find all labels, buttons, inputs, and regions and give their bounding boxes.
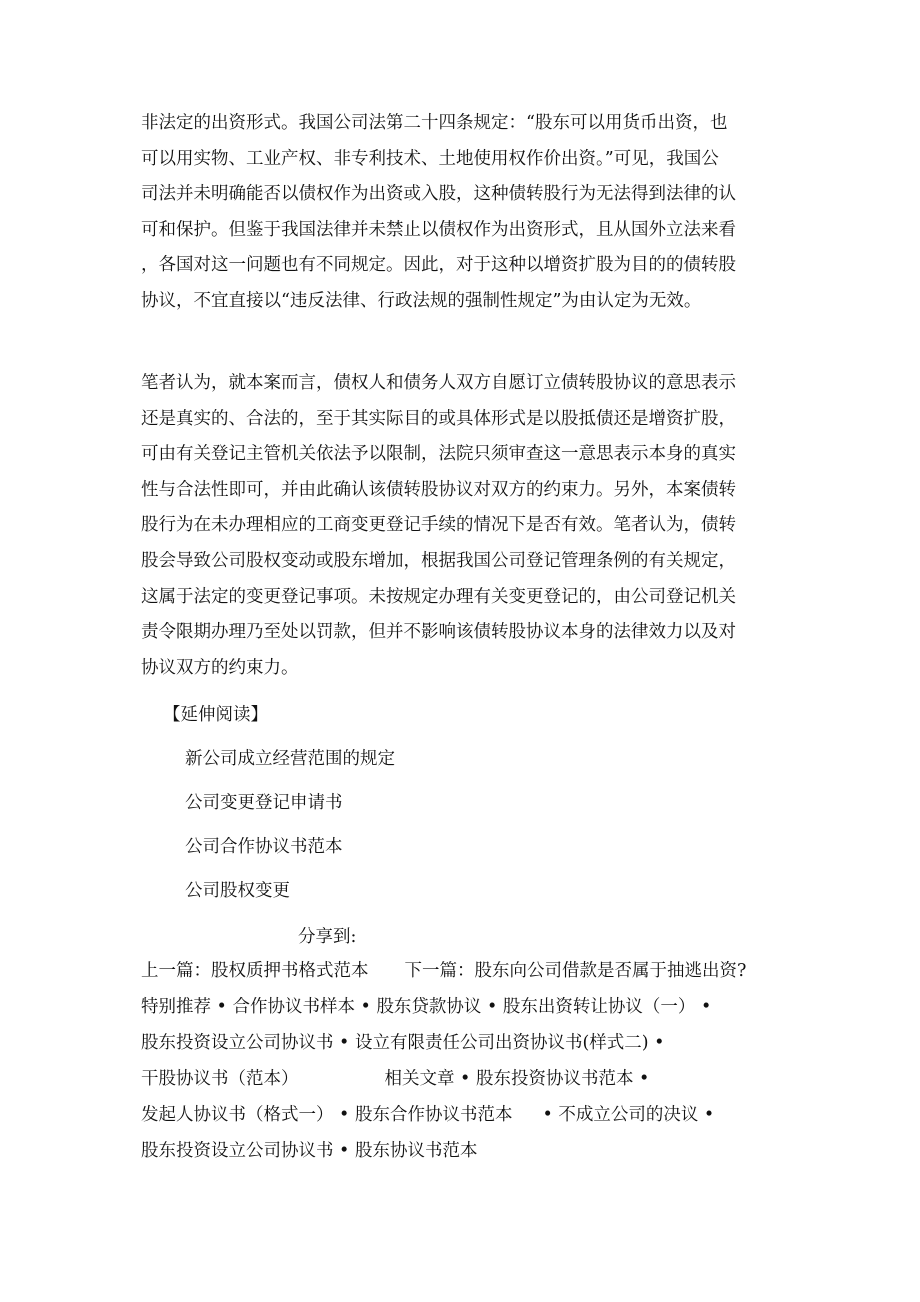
extended-reading-link[interactable]: 新公司成立经营范围的规定: [185, 749, 395, 769]
related-link[interactable]: 股东协议书范本: [354, 1141, 478, 1161]
paragraph-1: [141, 106, 791, 320]
text-line: 司法并未明确能否以债权作为出资或入股，这种债转股行为无法得到法律的认: [141, 184, 736, 205]
extended-reading-link[interactable]: 公司股权变更: [185, 881, 290, 901]
recommend-link[interactable]: 股东出资转让协议（一） •: [502, 997, 712, 1017]
text-line: 协议，不宜直接以“违反法律、行政法规的强制性规定”为由认定为无效。: [141, 290, 702, 311]
text-line: 协议双方的约束力。: [141, 657, 299, 678]
special-recommend-row: [141, 992, 711, 1022]
text-line: 股会导致公司股权变动或股东增加，根据我国公司登记管理条例的有关规定，: [141, 550, 736, 571]
recommend-link[interactable]: 干股协议书（范本）: [141, 1069, 299, 1089]
article-nav: [141, 956, 746, 986]
text-line: 还是真实的、合法的，至于其实际目的或具体形式是以股抵债还是增资扩股，: [141, 408, 736, 429]
recommend-link[interactable]: 股东贷款协议 •: [376, 997, 498, 1017]
text-line: 责令限期办理乃至处以罚款，但并不影响该债转股协议本身的法律效力以及对: [141, 622, 736, 643]
text-line: ，各国对这一问题也有不同规定。因此，对于这种以增资扩股为目的的债转股: [141, 255, 736, 276]
related-link[interactable]: 股东合作协议书范本: [354, 1105, 513, 1125]
related-link[interactable]: • 不成立公司的决议 •: [542, 1105, 715, 1125]
related-link[interactable]: 股东投资设立公司协议书 •: [141, 1141, 350, 1161]
recommend-row: [141, 1028, 665, 1058]
text-line: 这属于法定的变更登记事项。未按规定办理有关变更登记的，由公司登记机关: [141, 586, 736, 607]
paragraph-2: [141, 366, 791, 686]
text-line: 性与合法性即可，并由此确认该债转股协议对双方的约束力。另外，本案债转: [141, 479, 736, 500]
extended-reading-link[interactable]: 公司合作协议书范本: [185, 837, 343, 857]
related-link[interactable]: 发起人协议书（格式一） •: [141, 1105, 350, 1125]
text-line: 笔者认为，就本案而言，债权人和债务人双方自愿订立债转股协议的意思表示: [141, 373, 736, 393]
share-label: 分享到:: [298, 927, 357, 947]
related-row: [141, 1136, 477, 1166]
recommend-link[interactable]: 合作协议书样本 •: [232, 997, 371, 1017]
recommend-link[interactable]: 股东投资设立公司协议书 •: [141, 1033, 350, 1053]
text-line: 可以用实物、工业产权、非专利技术、土地使用权作价出资。”可见，我国公: [141, 148, 719, 169]
special-recommend-label: 特别推荐 •: [141, 997, 227, 1017]
recommend-row: [141, 1064, 649, 1094]
related-link[interactable]: 股东投资协议书范本 •: [475, 1069, 650, 1089]
related-articles-label: 相关文章 •: [384, 1069, 471, 1089]
text-line: 可和保护。但鉴于我国法律并未禁止以债权作为出资形式，且从国外立法来看: [141, 219, 736, 240]
related-row: [141, 1100, 714, 1130]
extended-reading-link[interactable]: 公司变更登记申请书: [185, 793, 343, 813]
text-line: 股行为在未办理相应的工商变更登记手续的情况下是否有效。笔者认为，债转: [141, 515, 736, 536]
text-line: 可由有关登记主管机关依法予以限制，法院只须审查这一意思表示本身的真实: [141, 444, 736, 465]
recommend-link[interactable]: 设立有限责任公司出资协议书(样式二) •: [354, 1033, 665, 1053]
next-article-link[interactable]: 下一篇：股东向公司借款是否属于抽逃出资?: [404, 961, 747, 981]
prev-article-link[interactable]: 上一篇：股权质押书格式范本: [141, 961, 369, 981]
text-line: 非法定的出资形式。我国公司法第二十四条规定：“股东可以用货币出资，也: [141, 113, 728, 133]
extended-reading-heading: 【延伸阅读】: [163, 705, 268, 725]
